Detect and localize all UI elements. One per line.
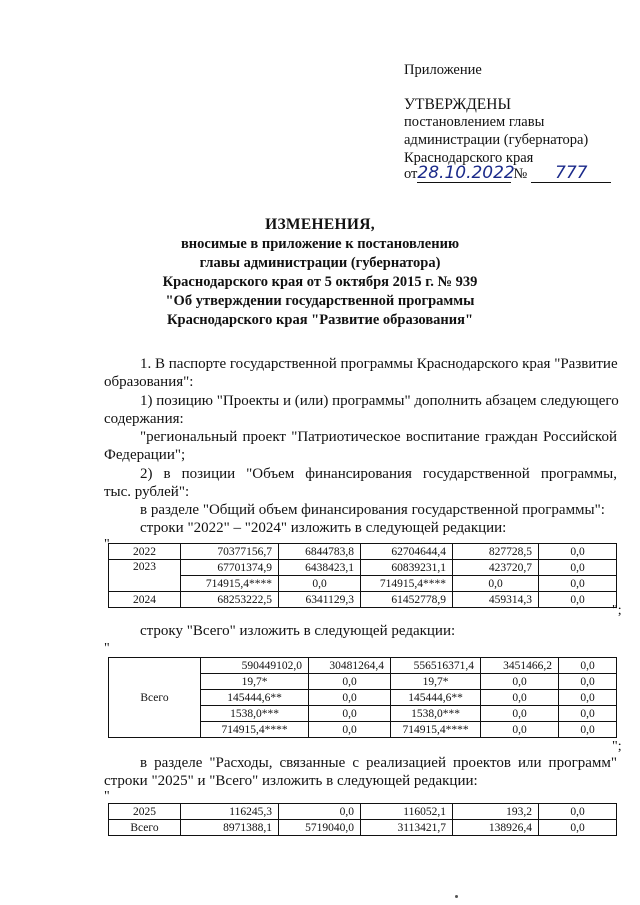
table-row	[109, 804, 617, 820]
table-row	[109, 576, 617, 592]
open-quote-2: "	[104, 641, 110, 656]
table-cell: 2022	[109, 544, 181, 560]
table-cell: 68253222,5	[181, 592, 279, 608]
table-cell: 0,0	[309, 722, 391, 738]
page-speck	[455, 895, 458, 898]
table-cell: 0,0	[539, 820, 617, 836]
table-cell: 138926,4	[453, 820, 539, 836]
title-line-3: Краснодарского края от 5 октября 2015 г. № 939	[162, 274, 478, 290]
handwritten-number: 777	[531, 164, 611, 183]
table-cell: 0,0	[309, 674, 391, 690]
para-1-line-2: образования":	[104, 374, 194, 390]
table-cell: 116052,1	[361, 804, 453, 820]
table-cell: 2025	[109, 804, 181, 820]
financing-table-2022-2024	[108, 543, 617, 608]
table-cell: 0,0	[309, 690, 391, 706]
para-3-line-1: "региональный проект "Патриотическое воспитание граждан Российской	[140, 429, 617, 445]
table-row	[109, 544, 617, 560]
table-cell: 0,0	[453, 576, 539, 592]
table-cell: 1538,0***	[391, 706, 481, 722]
approved-line-1: постановлением главы	[404, 114, 545, 130]
table-cell: 67701374,9	[181, 560, 279, 576]
table-cell: 0,0	[539, 804, 617, 820]
table-cell: 0,0	[279, 576, 361, 592]
number-sign: №	[513, 166, 528, 182]
table-cell: 0,0	[539, 544, 617, 560]
title-line-5: Краснодарского края "Развитие образования"	[166, 312, 474, 328]
para-4-line-2: тыс. рублей":	[104, 484, 190, 500]
table-cell: 423720,7	[453, 560, 539, 576]
para-5: в разделе "Общий объем финансирования государственной программы":	[140, 502, 605, 518]
table-cell: 0,0	[539, 576, 617, 592]
table-cell: 827728,5	[453, 544, 539, 560]
title-line-2: главы администрации (губернатора)	[199, 255, 441, 271]
table-cell: 0,0	[309, 706, 391, 722]
table-cell: 19,7*	[201, 674, 309, 690]
date-prefix: от	[404, 166, 418, 182]
close-quote-2: ";	[612, 739, 622, 754]
table-cell: 714915,4****	[201, 722, 309, 738]
table-cell: 145444,6**	[201, 690, 309, 706]
doc-heading: ИЗМЕНЕНИЯ,	[265, 216, 375, 233]
table-cell: 2024	[109, 592, 181, 608]
title-line-1: вносимые в приложение к постановлению	[180, 236, 460, 252]
handwritten-date: 28.10.2022	[417, 163, 515, 183]
table-cell: 3451466,2	[481, 658, 559, 674]
table-cell: 62704644,4	[361, 544, 453, 560]
table-row	[109, 560, 617, 576]
para-2-line-1: 1) позицию "Проекты и (или) программы" дополнить абзацем следующего	[140, 393, 619, 409]
table-cell: 60839231,1	[361, 560, 453, 576]
para-3-line-2: Федерации";	[104, 447, 186, 463]
table-cell: 2023	[109, 560, 181, 592]
table-cell: 5719040,0	[279, 820, 361, 836]
table-cell: 714915,4****	[391, 722, 481, 738]
open-quote-3: "	[104, 789, 110, 804]
para-8-line-1: в разделе "Расходы, связанные с реализацией проектов или программ"	[140, 755, 617, 771]
approved-label: УТВЕРЖДЕНЫ	[404, 96, 511, 113]
table-cell: 0,0	[559, 706, 617, 722]
table-cell: 0,0	[279, 804, 361, 820]
table-cell: 0,0	[539, 592, 617, 608]
financing-table-total	[108, 657, 617, 738]
table-cell: 6438423,1	[279, 560, 361, 576]
table-cell: 714915,4****	[361, 576, 453, 592]
table-row	[109, 820, 617, 836]
table-cell: 3113421,7	[361, 820, 453, 836]
table-cell: 0,0	[481, 690, 559, 706]
table-cell: 590449102,0	[201, 658, 309, 674]
title-line-4: "Об утверждении государственной программы	[165, 293, 475, 309]
table-cell: 61452778,9	[361, 592, 453, 608]
table-cell: 556516371,4	[391, 658, 481, 674]
appendix-label: Приложение	[404, 62, 482, 78]
approved-line-2: администрации (губернатора)	[404, 132, 589, 148]
table-cell: 0,0	[481, 706, 559, 722]
date-number-line	[404, 164, 611, 183]
table-cell: 0,0	[539, 560, 617, 576]
approved-line-3: Краснодарского края	[404, 150, 534, 166]
close-quote-1: ";	[612, 603, 622, 618]
para-1-line-1: 1. В паспорте государственной программы Краснодарского края "Развитие	[140, 356, 618, 372]
table-cell: 459314,3	[453, 592, 539, 608]
table-cell: 116245,3	[181, 804, 279, 820]
table-cell: Всего	[109, 658, 201, 738]
table-cell: 0,0	[559, 658, 617, 674]
table-cell: 714915,4****	[181, 576, 279, 592]
table-cell: 30481264,4	[309, 658, 391, 674]
para-7: строку "Всего" изложить в следующей редакции:	[140, 623, 456, 639]
para-8-line-2: строки "2025" и "Всего" изложить в следующей редакции:	[104, 773, 478, 789]
table-row	[109, 658, 617, 674]
table-cell: 0,0	[559, 690, 617, 706]
table-cell: 19,7*	[391, 674, 481, 690]
table-cell: 6844783,8	[279, 544, 361, 560]
project-expenses-table	[108, 803, 617, 836]
table-cell: 145444,6**	[391, 690, 481, 706]
para-4-line-1: 2) в позиции "Объем финансирования государственной программы,	[140, 466, 617, 482]
table-cell: 0,0	[559, 722, 617, 738]
table-cell: 70377156,7	[181, 544, 279, 560]
table-cell: 6341129,3	[279, 592, 361, 608]
table-row	[109, 592, 617, 608]
table-cell: 8971388,1	[181, 820, 279, 836]
table-cell: 0,0	[559, 674, 617, 690]
table-cell: 1538,0***	[201, 706, 309, 722]
table-cell: Всего	[109, 820, 181, 836]
table-cell: 193,2	[453, 804, 539, 820]
para-2-line-2: содержания:	[104, 411, 184, 427]
table-cell: 0,0	[481, 674, 559, 690]
para-6: строки "2022" – "2024" изложить в следующей редакции:	[140, 520, 507, 536]
table-cell: 0,0	[481, 722, 559, 738]
open-quote-1: "	[104, 537, 110, 552]
